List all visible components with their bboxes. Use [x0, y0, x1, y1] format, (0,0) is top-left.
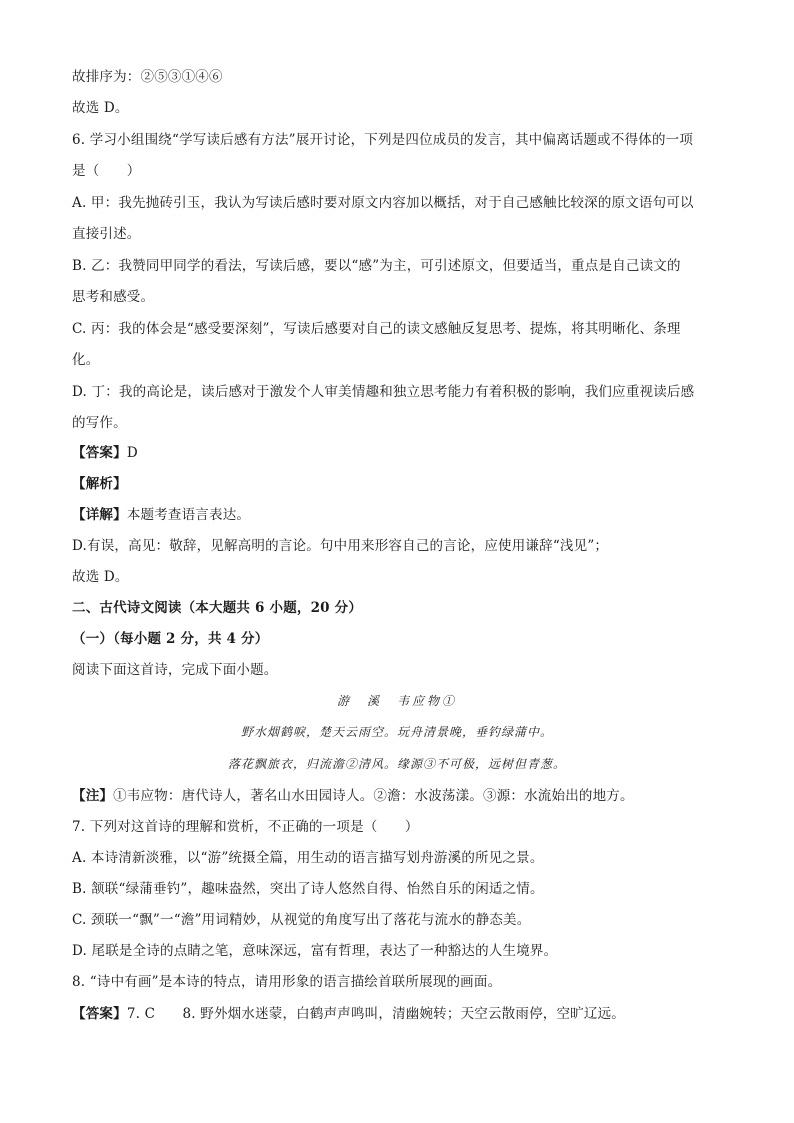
note-line	[72, 786, 732, 806]
detail-text: 本题考查语言表达。	[126, 507, 251, 523]
option-c: C. 丙：我的体会是“感受要深刻”，写读后感要对自己的读文感触反复思考、提炼，将其明晰化、条理	[72, 321, 681, 337]
section-heading: 二、古代诗文阅读（本大题共 6 小题，20 分）	[72, 600, 363, 616]
detail-line	[72, 505, 732, 525]
option-a-cont: 直接引述。	[72, 226, 141, 242]
question-8-stem: 8. “诗中有画”是本诗的特点，请用形象的语言描绘首联所展现的画面。	[72, 974, 502, 990]
poem-title: 游 溪 韦应物①	[336, 694, 457, 708]
q7-option-a: A. 本诗清新淡雅，以“游”统摄全篇，用生动的语言描写划舟游溪的所见之景。	[72, 850, 544, 866]
choose-d-line: 故选 D。	[72, 100, 129, 116]
answer-line-7-8	[72, 1004, 732, 1024]
detail-tag: 【详解】	[72, 507, 127, 523]
answer-tag-2: 【答案】	[72, 1006, 127, 1022]
analysis-tag: 【解析】	[72, 476, 127, 492]
answer-tag: 【答案】	[72, 445, 127, 461]
poem-line-2: 落花飘旅衣，归流澹②清风。缘源③不可极，远树但青葱。	[227, 757, 566, 771]
question-6-stem-cont: 是（ ）	[72, 163, 141, 179]
sort-order-line: 故排序为：②⑤③①④⑥	[72, 69, 223, 85]
option-c-cont: 化。	[72, 352, 100, 368]
answer-value: D	[126, 445, 138, 461]
analysis-line	[72, 474, 732, 494]
poem-line-1: 野水烟鹤唳，楚天云雨空。玩舟清景晚，垂钓绿蒲中。	[240, 725, 553, 739]
reading-instruction: 阅读下面这首诗，完成下面小题。	[72, 662, 278, 678]
q7-option-d: D. 尾联是全诗的点睛之笔，意味深远，富有哲理，表达了一种豁达的人生境界。	[72, 943, 558, 959]
option-d: D. 丁：我的高论是，读后感对于激发个人审美情趣和独立思考能力有着积极的影响，我们应重视读后感	[72, 384, 695, 400]
q7-option-c: C. 颈联一“飘”一“澹”用词精妙，从视觉的角度写出了落花与流水的静态美。	[72, 912, 531, 928]
subsection-heading: （一）（每小题 2 分，共 4 分）	[72, 631, 269, 647]
answer-value-2: 7. C 8. 野外烟水迷蒙，白鹤声声鸣叫，清幽婉转；天空云散雨停，空旷辽远。	[126, 1006, 625, 1022]
choose-d-line-2: 故选 D。	[72, 569, 129, 585]
note-text: ①韦应物：唐代诗人，著名山水田园诗人。②澹：水波荡漾。③源：水流始出的地方。	[113, 788, 634, 804]
option-d-cont: 的写作。	[72, 415, 127, 431]
q7-option-b: B. 颔联“绿蒲垂钓”，趣味盎然，突出了诗人悠然自得、怡然自乐的闲适之情。	[72, 881, 544, 897]
option-b: B. 乙：我赞同甲同学的看法，写读后感，要以“感”为主，可引述原文，但要适当，重点是自己读文的	[72, 258, 681, 274]
answer-line-6	[72, 443, 732, 463]
option-a: A. 甲：我先抛砖引玉，我认为写读后感时要对原文内容加以概括，对于自己感触比较深的原文语句可以	[72, 195, 694, 211]
note-tag: 【注】	[72, 788, 114, 804]
question-7-stem: 7. 下列对这首诗的理解和赏析，不正确的一项是（ ）	[72, 819, 419, 835]
explanation-line: D.有误，高见：敬辞，见解高明的言论。句中用来形容自己的言论，应使用谦辞“浅见”；	[72, 538, 609, 554]
option-b-cont: 思考和感受。	[72, 289, 155, 305]
question-6-stem: 6. 学习小组围绕“学写读后感有方法”展开讨论，下列是四位成员的发言，其中偏离话题或不得体的一项	[72, 132, 694, 148]
